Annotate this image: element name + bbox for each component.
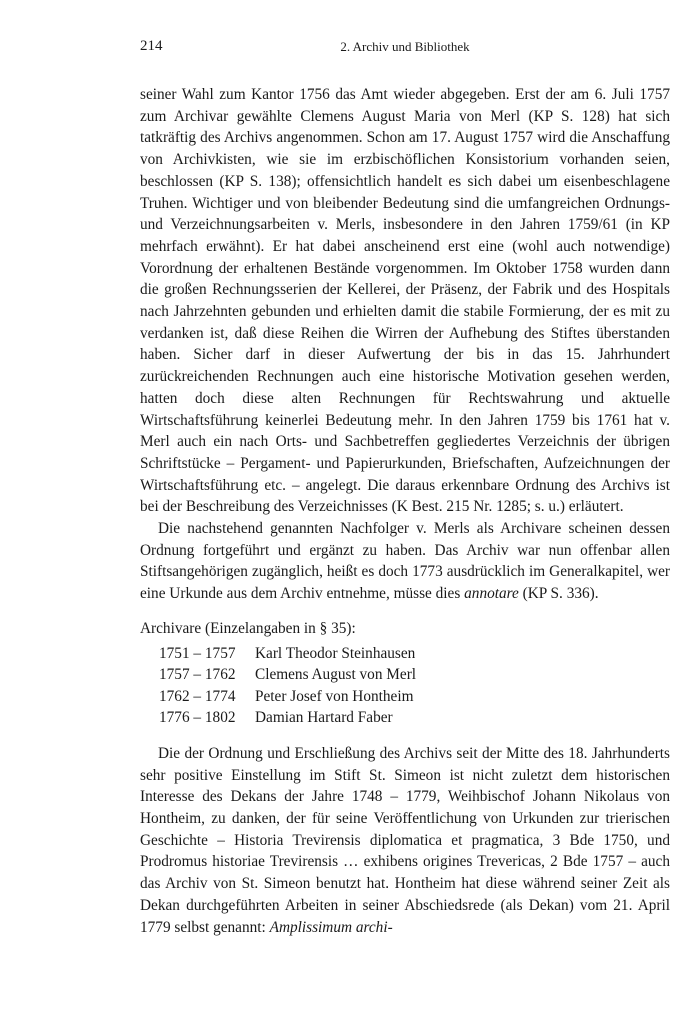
archivist-years: 1757 – 1762 — [159, 666, 236, 684]
archivist-name: Damian Hartard Faber — [255, 709, 393, 727]
archivist-list-intro: Archivare (Einzelangaben in § 35): — [140, 619, 356, 637]
archivist-years: 1751 – 1757 — [159, 644, 236, 662]
archivist-years: 1776 – 1802 — [159, 709, 236, 727]
archivist-name: Karl Theodor Steinhausen — [255, 644, 416, 662]
archivist-row — [159, 707, 670, 729]
page-number: 214 — [140, 38, 163, 54]
archivist-list — [159, 643, 670, 729]
paragraph-1: seiner Wahl zum Kantor 1756 das Amt wieder abgegeben. Erst der am 6. Juli 1757 zum Archivar gewählte Clemens August Maria von Merl (KP S. 128) hat sich tatkräftig des Archivs angenommen. Schon am 17. August 1757 wird die Anschaffung von Archivkisten, wie sie im erzbischöflichen Konsistorium vorhanden seien, beschlossen (KP S. 138); offensichtlich handelt es sich dabei um eisenbeschlagene Truhen. Wichtiger und von bleibender Bedeutung sind die umfangreichen Ordnungs- und Verzeichnungsarbeiten v. Merls, insbesondere in den Jahren 1759/61 (in KP mehrfach erwähnt). Er hat dabei anscheinend erst eine (wohl auch notwendige) Vorordnung der erhaltenen Bestände vorgenommen. Im Oktober 1758 wurden dann die großen Rechnungsserien der Kellerei, der Präsenz, der Fabrik und des Hospitals nach Jahrzehnten gebunden und erhielten damit die stabile Formierung, der es mit zu verdanken ist, daß diese Reihen die Wirren der Aufhebung des Stiftes überstanden haben. Sicher darf in dieser Aufwertung der bis in das 15. Jahrhundert zurückreichenden Rechnungen auch eine historische Motivation gesehen werden, hatten doch diese alten Rechnungen für Rechtswahrung und aktuelle Wirtschaftsführung keinerlei Bedeutung mehr. In den Jahren 1759 bis 1761 hat v. Merl auch ein nach Orts- und Sachbetreffen gegliedertes Verzeichnis der übrigen Schriftstücke – Pergament- und Papierurkunden, Briefschaften, Aufzeichnungen der Wirtschaftsführung etc. – angelegt. Die daraus erkennbare Ordnung des Archivs ist bei der Beschreibung des Verzeichnisses (K Best. 215 Nr. 1285; s. u.) erläutert. — [140, 86, 670, 516]
running-head — [140, 38, 670, 60]
document-page — [140, 38, 670, 938]
paragraph-3-text: Die der Ordnung und Erschließung des Archivs seit der Mitte des 18. Jahrhunderts sehr positive Einstellung im Stift St. Simeon ist nicht zuletzt dem historischen Interesse des Dekans der Jahre 1748 – 1779, Weihbischof Johann Nikolaus von Hontheim, zu danken, der für seine Veröffentlichung von Urkunden zur trierischen Geschichte – Historia Trevirensis diplomatica et pragmatica, 3 Bde 1750, und Prodromus historiae Trevirensis … exhibens origines Trevericas, 2 Bde 1757 – auch das Archiv von St. Simeon benutzt hat. Hontheim hat diese während seiner Zeit als Dekan durchgeführten Arbeiten in seiner Abschiedsrede (als Dekan) vom 21. April 1779 selbst genannt: — [140, 744, 670, 936]
paragraph-3-italic: Amplissimum archi- — [269, 918, 393, 936]
archivist-row — [159, 686, 670, 708]
archivist-years: 1762 – 1774 — [159, 687, 236, 705]
archivist-name: Clemens August von Merl — [255, 666, 417, 684]
archivist-name: Peter Josef von Hontheim — [255, 687, 414, 705]
archivist-row — [159, 643, 670, 665]
paragraph-2-italic: annotare — [464, 585, 519, 603]
paragraph-2-text: Die nachstehend genannten Nachfolger v. Merls als Archivare scheinen dessen Ordnung fortgeführt und ergänzt zu haben. Das Archiv war nun offenbar allen Stiftsangehörigen zugänglich, heißt es doch 1773 ausdrücklich im Generalkapitel, wer eine Urkunde aus dem Archiv entnehme, müsse dies — [140, 520, 670, 603]
paragraph-2-end: (KP S. 336). — [518, 585, 599, 603]
running-title: 2. Archiv und Bibliothek — [340, 39, 470, 54]
paragraph-2 — [140, 518, 670, 605]
archivist-row — [159, 664, 670, 686]
paragraph-3 — [140, 743, 670, 938]
